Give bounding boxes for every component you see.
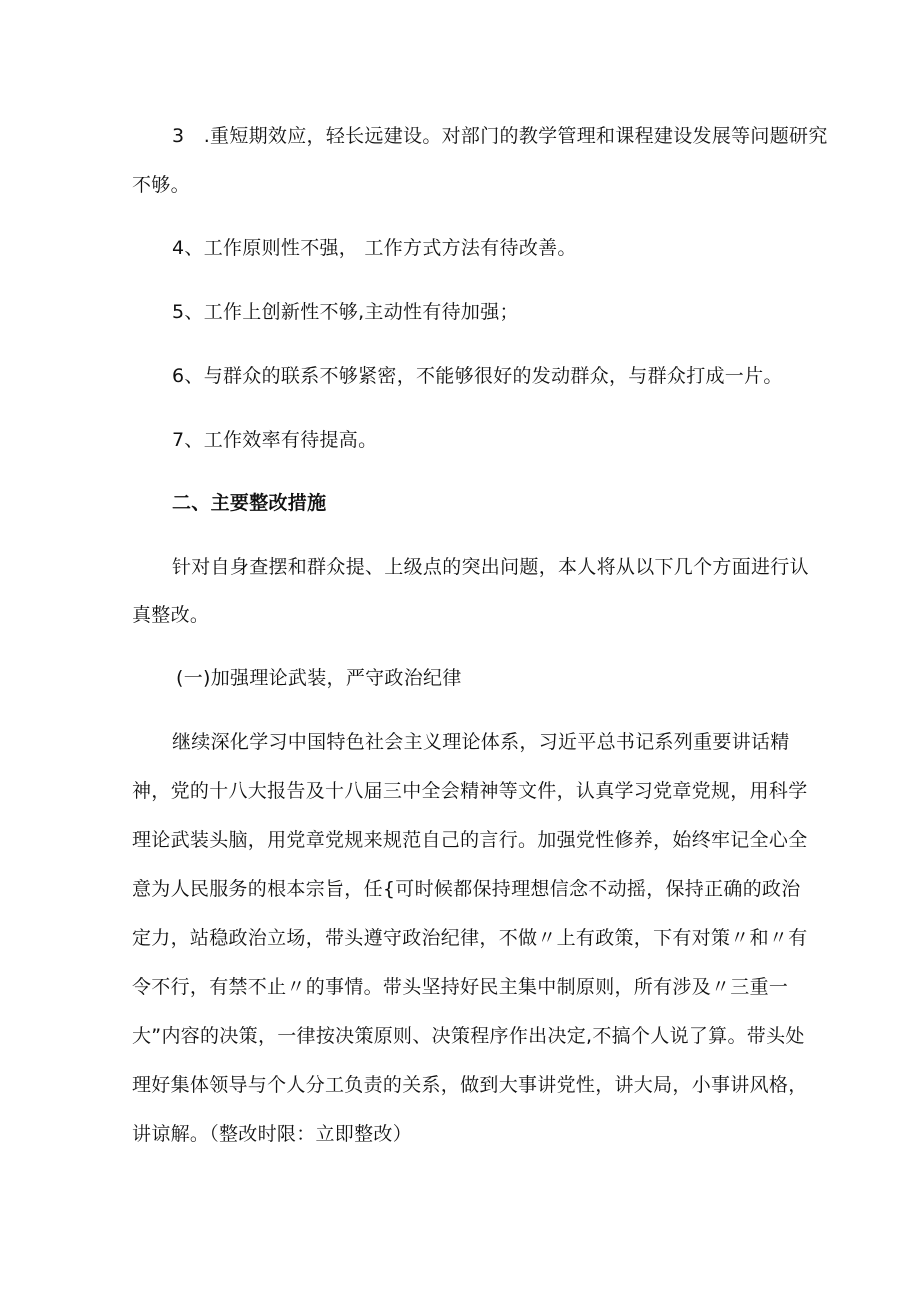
problem-item-5: 5、工作上创新性不够,主动性有待加强； — [172, 301, 519, 323]
section-heading-main-measures: 二、主要整改措施 — [172, 492, 327, 514]
body-line: 意为人民服务的根本宗旨，任{可时候都保持理想信念不动摇，保持正确的政治 — [132, 878, 801, 900]
section-intro-line-1: 针对自身查摆和群众提、上级点的突出问题，本人将从以下几个方面进行认 — [172, 556, 809, 578]
body-line: 讲谅解。（整改时限：立即整改） — [132, 1123, 413, 1145]
body-line: 令不行，有禁不止〃的事情。带头坚持好民主集中制原则，所有涉及〃三重一 — [132, 976, 789, 998]
body-line: 定力，站稳政治立场，带头遵守政治纪律，不做〃上有政策，下有对策〃和〃有 — [132, 927, 808, 949]
body-line: 理好集体领导与个人分工负责的关系，做到大事讲党性，讲大局，小事讲风格， — [132, 1074, 808, 1096]
body-line: 大”内容的决策，一律按决策原则、决策程序作出决定,不搞个人说了算。带头处 — [132, 1025, 805, 1047]
problem-item-3-line-2: 不够。 — [132, 174, 190, 196]
body-line: 神，党的十八大报告及十八届三中全会精神等文件，认真学习党章党规，用科学 — [132, 780, 808, 802]
subsection-heading-1: (一)加强理论武装，严守政治纪律 — [176, 667, 462, 689]
problem-item-3-line-1: 3 .重短期效应，轻长远建设。对部门的教学管理和课程建设发展等问题研究 — [172, 125, 828, 147]
body-line: 继续深化学习中国特色社会主义理论体系，习近平总书记系列重要讲话精 — [172, 731, 790, 753]
problem-item-6: 6、与群众的联系不够紧密，不能够很好的发动群众，与群众打成一片。 — [172, 365, 783, 387]
problem-item-4: 4、工作原则性不强， 工作方式方法有待改善。 — [172, 237, 577, 259]
section-intro-line-2: 真整改。 — [132, 604, 210, 626]
body-line: 理论武装头脑，用党章党规来规范自己的言行。加强党性修养，始终牢记全心全 — [132, 829, 808, 851]
problem-item-7: 7、工作效率有待提高。 — [172, 429, 378, 451]
